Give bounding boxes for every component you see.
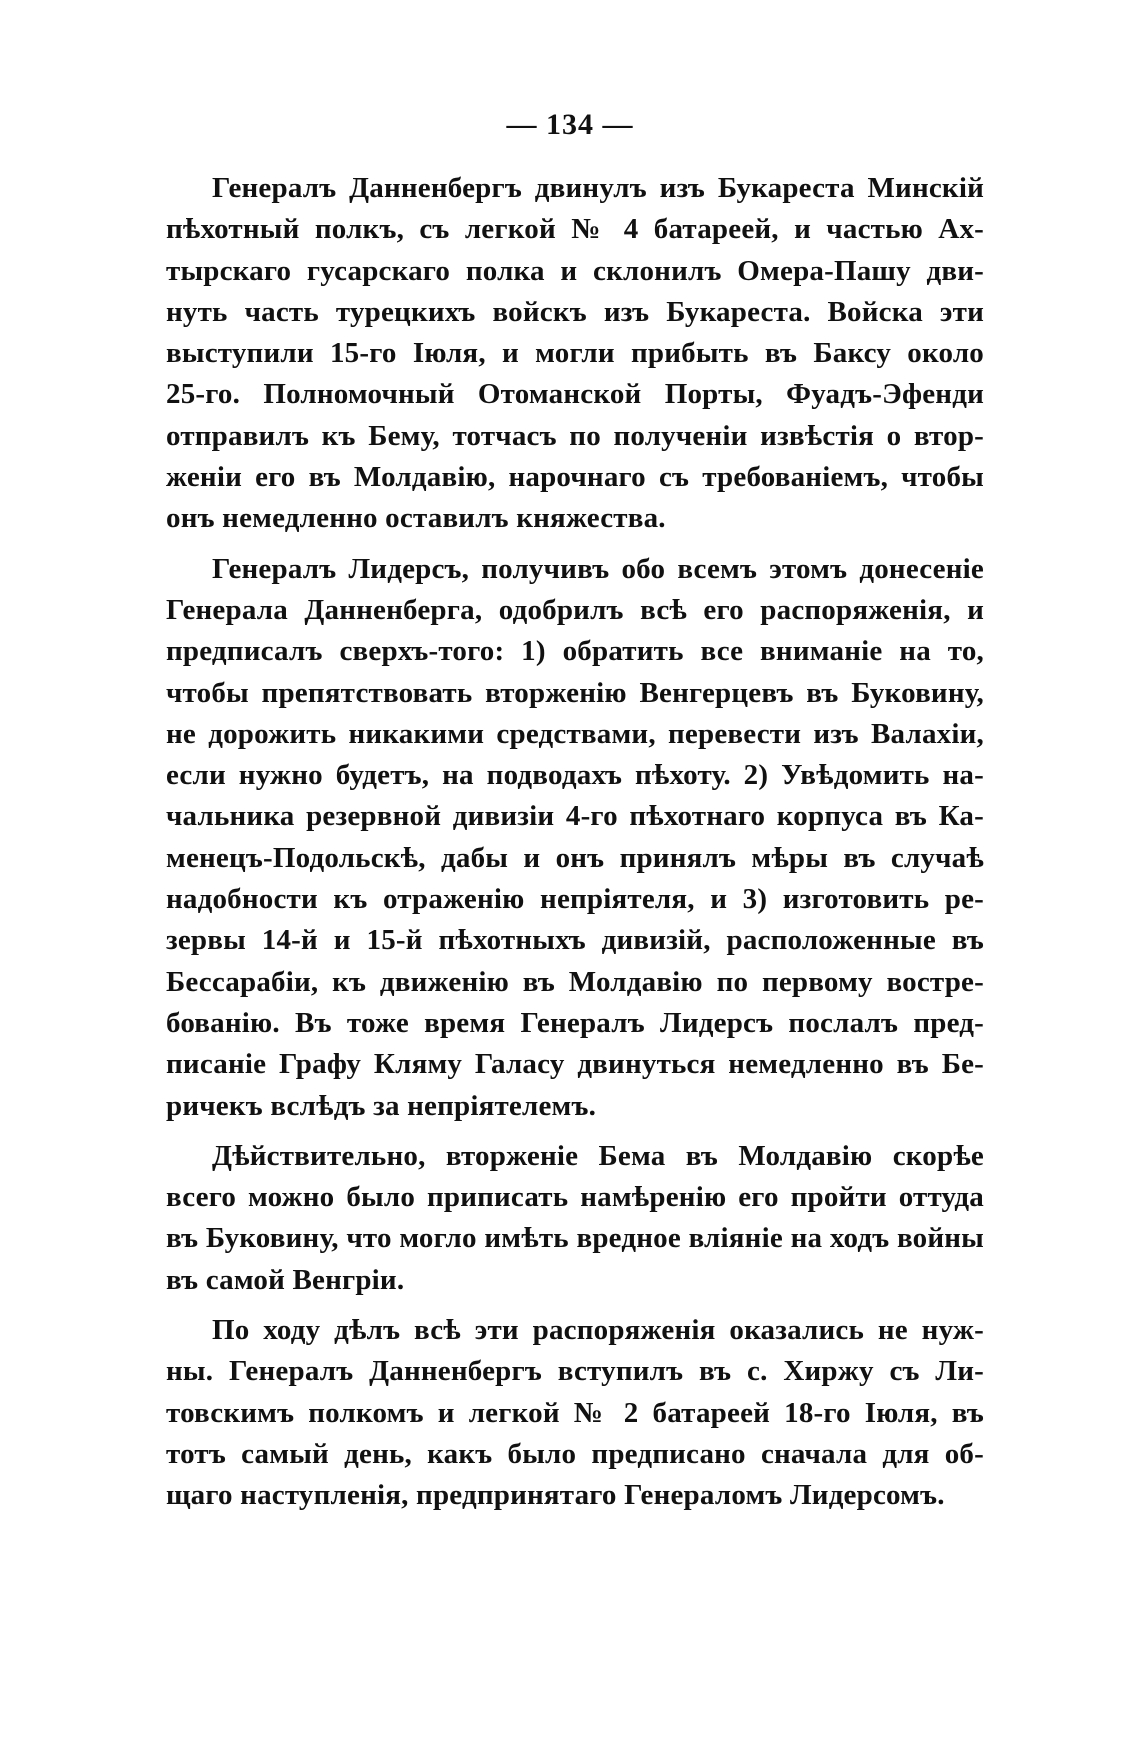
- text-line: всего можно было приписать намѣренію его пройти оттуда: [166, 1181, 984, 1214]
- text-line: тырскаго гусарскаго полка и склонилъ Омера-Пашу дви-: [166, 254, 984, 287]
- text-line: зервы 14-й и 15-й пѣхотныхъ дивизій, расположенные въ: [166, 924, 984, 957]
- text-line: Генералъ Данненбергъ двинулъ изъ Букареста Минскій: [212, 172, 984, 204]
- paragraph: [166, 168, 984, 540]
- text-line: писаніе Графу Кляму Галасу двинуться немедленно въ Бе-: [166, 1048, 984, 1081]
- text-line: Генералъ Лидерсъ, получивъ обо всемъ этомъ донесеніе: [212, 552, 984, 585]
- text-line: бованію. Въ тоже время Генералъ Лидерсъ послалъ пред-: [166, 1006, 984, 1039]
- text-line: Генерала Данненберга, одобрилъ всѣ его распоряженія, и: [166, 593, 984, 626]
- text-line: женіи его въ Молдавію, нарочнаго съ требованіемъ, чтобы: [166, 461, 984, 494]
- page-number: — 134 —: [506, 108, 634, 141]
- text-line: онъ немедленно оставилъ княжества.: [166, 502, 666, 535]
- text-line: товскимъ полкомъ и легкой № 2 батареей 18-го Іюля, въ: [166, 1396, 984, 1429]
- text-line: въ Буковину, что могло имѣть вредное вліяніе на ходъ войны: [166, 1222, 984, 1255]
- text-line: Бессарабіи, къ движенію въ Молдавію по первому востре-: [166, 965, 984, 998]
- text-line: надобности къ отраженію непріятеля, и 3) изготовить ре-: [166, 883, 984, 916]
- text-line: отправилъ къ Бему, тотчасъ по полученіи извѣстія о втор-: [166, 419, 984, 452]
- text-line: Дѣйствительно, вторженіе Бема въ Молдавію скорѣе: [212, 1139, 984, 1172]
- text-line: предписалъ сверхъ-того: 1) обратить все вниманіе на то,: [166, 635, 984, 668]
- text-line: не дорожить никакими средствами, перевести изъ Валахіи,: [166, 717, 984, 750]
- paragraph: [166, 549, 984, 1127]
- text-line: выступили 15-го Іюля, и могли прибыть въ Баксу около: [166, 337, 984, 370]
- paragraph: [166, 1310, 984, 1516]
- text-line: менецъ-Подольскѣ, дабы и онъ принялъ мѣры въ случаѣ: [166, 841, 984, 874]
- text-line: нуть часть турецкихъ войскъ изъ Букареста. Войска эти: [166, 295, 984, 328]
- text-line: чтобы препятствовать вторженію Венгерцевъ въ Буковину,: [166, 676, 984, 709]
- paragraph: [166, 1136, 984, 1301]
- text-line: тотъ самый день, какъ было предписано сначала для об-: [166, 1437, 984, 1470]
- text-line: По ходу дѣлъ всѣ эти распоряженія оказались не нуж-: [212, 1314, 984, 1347]
- body-text: [166, 168, 984, 1526]
- text-line: въ самой Венгріи.: [166, 1263, 405, 1296]
- text-line: щаго наступленія, предпринятаго Генераломъ Лидерсомъ.: [166, 1479, 945, 1512]
- text-line: ричекъ вслѣдъ за непріятелемъ.: [166, 1089, 597, 1122]
- text-line: чальника резервной дивизіи 4-го пѣхотнаго корпуса въ Ка-: [166, 800, 984, 833]
- text-line: если нужно будетъ, на подводахъ пѣхоту. 2) Увѣдомить на-: [166, 759, 984, 792]
- text-line: пѣхотный полкъ, съ легкой № 4 батареей, и частью Ах-: [166, 213, 984, 246]
- text-line: ны. Генералъ Данненбергъ вступилъ въ с. Хиржу съ Ли-: [166, 1355, 984, 1388]
- text-line: 25-го. Полномочный Отоманской Порты, Фуадъ-Эфенди: [166, 378, 984, 411]
